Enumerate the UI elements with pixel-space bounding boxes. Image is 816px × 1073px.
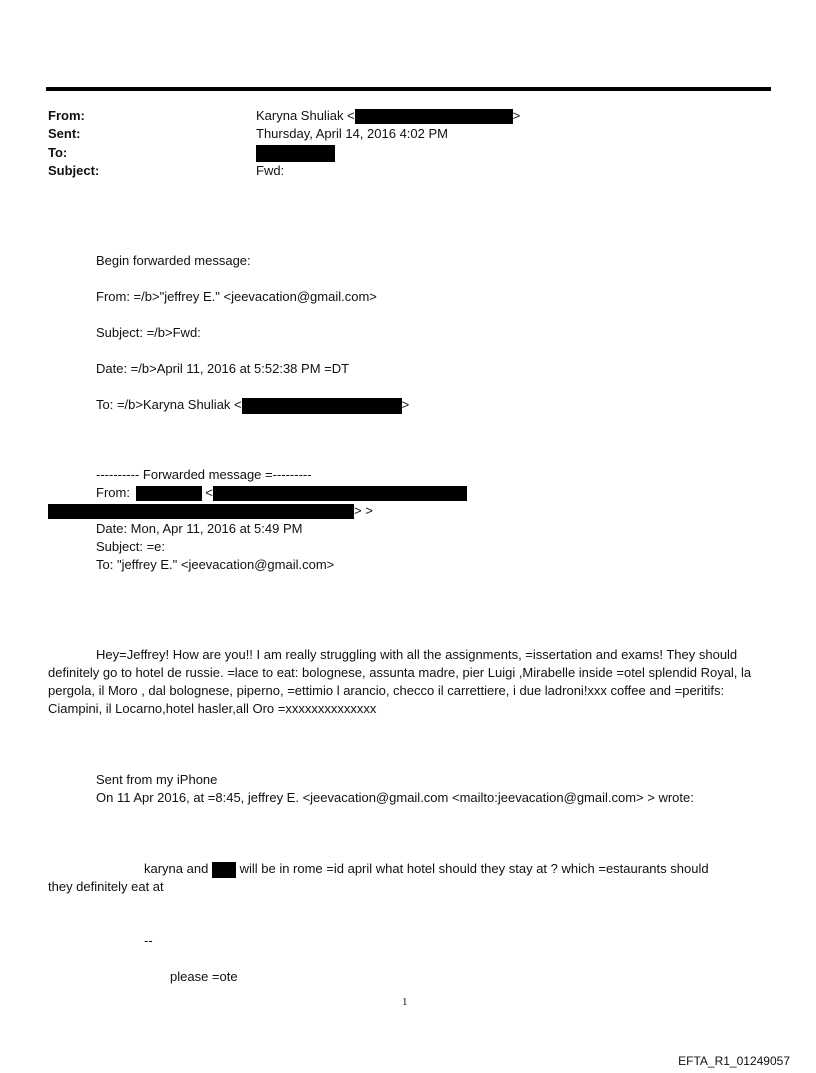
forward1-subject: Subject: =/b>Fwd:: [96, 325, 201, 340]
message-body: Hey=Jeffrey! How are you!! I am really struggling with all the assignments, =issertation and exams! They should definitely go to hotel de russie. =lace to eat: bolognese, assunta madre, pier Luigi ,Mirabelle inside =otel splendid Royal, la pergola, il Moro , dal bolognese, piperno, =ettimio l arancio, checco il carrettiere, i due ladroni!xxx coffee and =peritifs: Ciampini, il Locarno,hotel hasler,all Oro =xxxxxxxxxxxxxx: [48, 647, 752, 716]
subject-value: Fwd:: [256, 163, 285, 178]
sent-label: Sent:: [48, 126, 81, 141]
forward2-subject: Subject: =e:: [96, 539, 166, 554]
quote-line: [144, 860, 709, 878]
forward1-date: Date: =/b>April 11, 2016 at 5:52:38 PM =DT: [96, 361, 350, 376]
header-rule: [46, 87, 771, 91]
forward2-date: Date: Mon, Apr 11, 2016 at 5:49 PM: [96, 521, 303, 536]
redaction-block: [48, 504, 354, 519]
redaction-block: [355, 109, 513, 124]
redaction-block: [212, 862, 236, 878]
quote-a: karyna and: [144, 861, 209, 876]
forward2-divider: ---------- Forwarded message =---------: [96, 467, 312, 482]
forward2-from-cont: [48, 502, 373, 520]
from-label: From:: [48, 108, 85, 123]
sent-from: Sent from my iPhone: [96, 772, 218, 787]
redaction-block: [136, 486, 202, 501]
redaction-block: [213, 486, 467, 501]
forward-intro: Begin forwarded message:: [96, 253, 251, 268]
quote-b: will be in rome =id april what hotel should they stay at ? which =estaurants should: [239, 861, 709, 876]
to-value: [256, 144, 335, 162]
from-close: >: [512, 108, 521, 123]
redaction-block: [242, 398, 402, 414]
page-number: 1: [402, 996, 408, 1008]
signature-dashes: --: [144, 933, 153, 948]
quote-cont: they definitely eat at: [48, 879, 164, 894]
redaction-block: [256, 145, 335, 162]
sent-value: Thursday, April 14, 2016 4:02 PM: [256, 126, 448, 141]
from-value: [256, 107, 520, 125]
forward1-from: From: =/b>"jeffrey E." <jeevacation@gmail.com>: [96, 289, 377, 304]
forward2-from: [96, 484, 467, 502]
from-name: Karyna Shuliak <: [256, 108, 355, 123]
subject-label: Subject:: [48, 163, 100, 178]
forward1-to-prefix: To: =/b>Karyna Shuliak <: [96, 397, 242, 412]
forward1-to: [96, 396, 409, 414]
forward2-to: To: "jeffrey E." <jeevacation@gmail.com>: [96, 557, 335, 572]
forward2-gtgt: > >: [354, 503, 373, 518]
document-id: EFTA_R1_01249057: [678, 1054, 790, 1068]
forward2-from-prefix: From:: [96, 485, 130, 500]
forward2-lt: <: [205, 485, 213, 500]
forward1-to-close: >: [401, 397, 410, 412]
on-wrote: On 11 Apr 2016, at =8:45, jeffrey E. <jeevacation@gmail.com <mailto:jeevacation@gmail.com> > wrote:: [96, 790, 694, 805]
please-note: please =ote: [170, 969, 238, 984]
to-label: To:: [48, 145, 68, 160]
